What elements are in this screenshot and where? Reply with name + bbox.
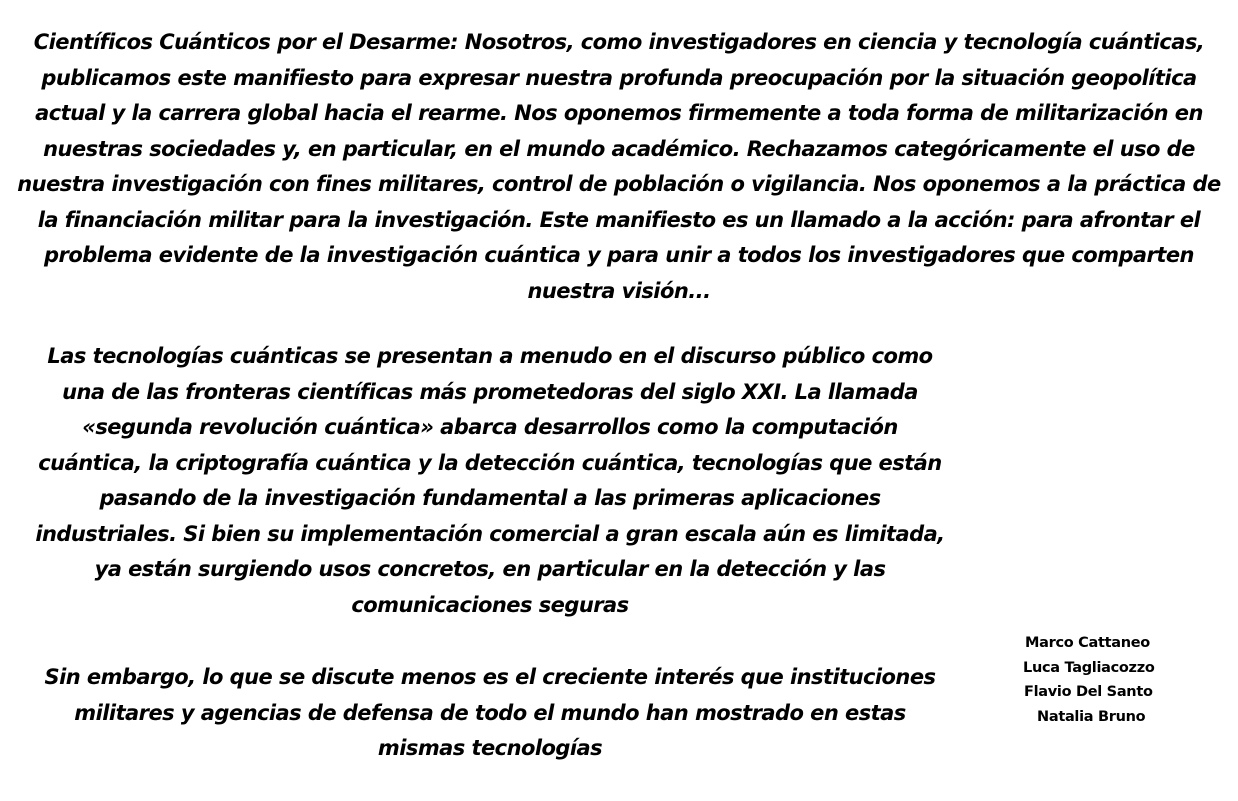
author-name: Flavio Del Santo <box>1024 684 1153 700</box>
author-name: Natalia Bruno <box>1037 708 1146 725</box>
body-paragraph-military-interest: Sin embargo, lo que se discute menos es el creciente interés que instituciones militares y agencias de defensa de todo el mundo han mostrado en estas mismas tecnologías <box>44 665 936 760</box>
manifesto-abstract: Científicos Cuánticos por el Desarme: Nosotros, como investigadores en ciencia y tecnología cuánticas, publicamos este manifiesto para expresar nuestra profunda preocupación por la situación geopolítica actual y la carrera global hacia el rearme. Nos oponemos firmemente a toda forma de militarización en nuestras sociedades y, en particular, en el mundo académico. Rechazamos categóricamente el uso de nuestra investigación con fines militares, control de población o vigilancia. Nos oponemos a la práctica de la financiación militar para la investigación. Este manifiesto es un llamado a la acción: para afrontar el problema evidente de la investigación cuántica y para unir a todos los investigadores que comparten nuestra visión... <box>17 30 1221 303</box>
author-name: Marco Cattaneo <box>1025 635 1150 651</box>
author-list <box>1010 631 1180 729</box>
author-name: Luca Tagliacozzo <box>1023 659 1155 676</box>
body-paragraph-quantum-technologies: Las tecnologías cuánticas se presentan a menudo en el discurso público como una de las fronteras científicas más prometedoras del siglo XXI. La llamada «segunda revolución cuántica» abarca desarrollos como la computación cuántica, la criptografía cuántica y la detección cuántica, tecnologías que están pasando de la investigación fundamental a las primeras aplicaciones industriales. Si bien su implementación comercial a gran escala aún es limitada, ya están surgiendo usos concretos, en particular en la detección y las comunicaciones seguras <box>35 344 945 617</box>
